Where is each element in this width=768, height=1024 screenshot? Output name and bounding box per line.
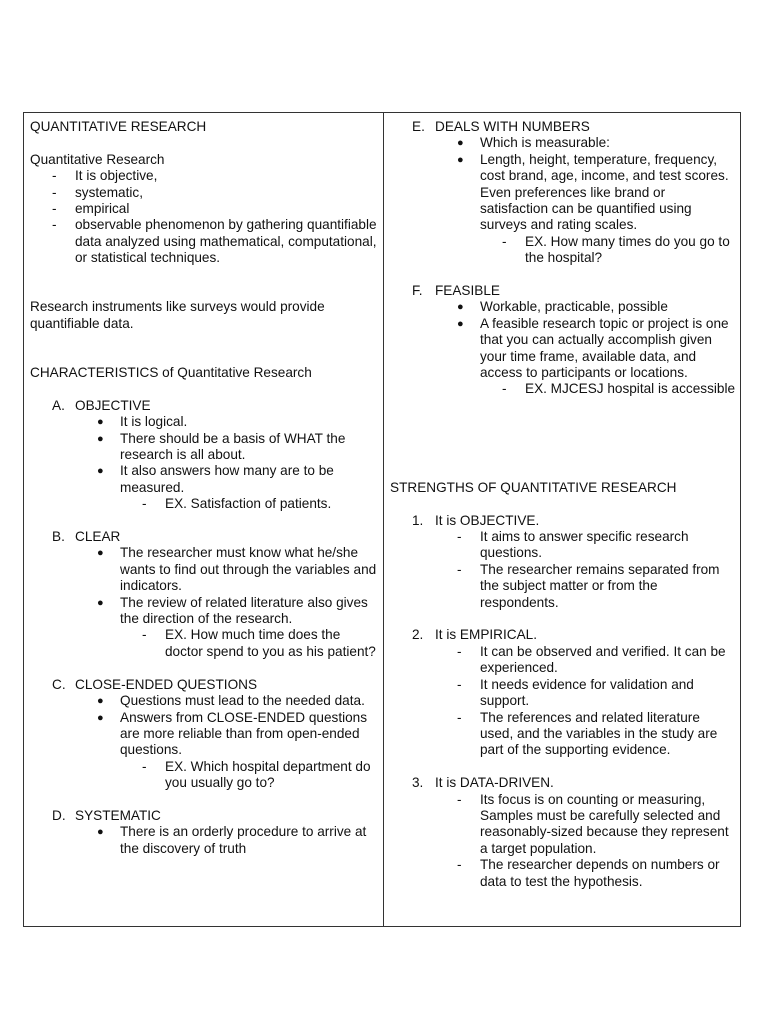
list-item: ● Workable, practicable, possible xyxy=(457,299,668,315)
example-list xyxy=(390,381,736,397)
example-list xyxy=(30,496,380,512)
list-item: ● Which is measurable: xyxy=(457,135,610,151)
strength-heading: 1. It is OBJECTIVE. xyxy=(412,512,540,528)
strength-points xyxy=(390,644,736,759)
left-column xyxy=(30,119,380,857)
bullet-list xyxy=(390,135,736,233)
section-heading: B. CLEAR xyxy=(52,529,121,545)
section-heading: E. DEALS WITH NUMBERS xyxy=(412,119,590,134)
example-list xyxy=(30,627,380,660)
strength-heading: 3. It is DATA-DRIVEN. xyxy=(412,775,554,791)
bullet-list xyxy=(30,824,380,857)
list-item: - It is objective, xyxy=(52,168,158,184)
list-item: - observable phenomenon by gathering quantifiable data analyzed using mathematical, computational, or statistical techniques. xyxy=(52,217,377,266)
section-heading: C. CLOSE-ENDED QUESTIONS xyxy=(52,676,258,692)
characteristics-heading: CHARACTERISTICS of Quantitative Research xyxy=(30,365,312,381)
example-list xyxy=(390,234,736,267)
instruments-text: Research instruments like surveys would provide quantifiable data. xyxy=(30,299,325,331)
list-item: - EX. How many times do you go to the hospital? xyxy=(502,233,730,266)
list-item: ● It is logical. xyxy=(97,414,188,430)
list-item: ● The review of related literature also gives the direction of the research. xyxy=(97,594,368,627)
list-item: - It needs evidence for validation and support. xyxy=(457,676,694,709)
example-list xyxy=(30,759,380,792)
bullet-list xyxy=(30,693,380,759)
section-heading: D. SYSTEMATIC xyxy=(52,807,161,823)
list-item: ● It also answers how many are to be measured. xyxy=(97,463,334,495)
right-column xyxy=(390,119,736,890)
list-item: ● Questions must lead to the needed data. xyxy=(97,693,365,709)
list-item: ● There should be a basis of WHAT the research is all about. xyxy=(97,430,346,463)
list-item: ● There is an orderly procedure to arrive at the discovery of truth xyxy=(97,824,367,856)
list-item: - Its focus is on counting or measuring, Samples must be carefully selected and reasonably-sized because they represent a target population. xyxy=(457,791,729,856)
list-item: - It aims to answer specific research questions. xyxy=(457,529,689,561)
list-item: - EX. Satisfaction of patients. xyxy=(142,496,332,512)
list-item: - The researcher remains separated from the subject matter or from the respondents. xyxy=(457,561,720,610)
strength-heading: 2. It is EMPIRICAL. xyxy=(412,627,537,643)
section-heading: A. OBJECTIVE xyxy=(52,397,151,413)
definition-list xyxy=(30,168,380,266)
list-item: ● The researcher must know what he/she wants to find out through the variables and indicators. xyxy=(97,545,377,594)
bullet-list xyxy=(30,414,380,496)
list-item: - The references and related literature used, and the variables in the study are part of the supporting evidence. xyxy=(457,709,718,758)
list-item: ● A feasible research topic or project is one that you can actually accomplish given your time frame, available data, and access to participants or locations. xyxy=(457,315,729,381)
list-item: ● Answers from CLOSE-ENDED questions are more reliable than from open-ended questions. xyxy=(97,709,368,758)
strength-points xyxy=(390,792,736,890)
bullet-list xyxy=(30,545,380,627)
page-heading: QUANTITATIVE RESEARCH xyxy=(30,119,207,134)
list-item: - EX. How much time does the doctor spend to you as his patient? xyxy=(142,627,376,659)
list-item: - systematic, xyxy=(52,184,143,200)
strengths-heading: STRENGTHS OF QUANTITATIVE RESEARCH xyxy=(390,479,677,495)
list-item: - empirical xyxy=(52,201,130,217)
strength-points xyxy=(390,529,736,611)
list-item: ● Length, height, temperature, frequency, cost brand, age, income, and test scores. Even preferences like brand or satisfaction can be quantified using surveys and rating scales. xyxy=(457,151,729,233)
list-item: - The researcher depends on numbers or data to test the hypothesis. xyxy=(457,857,720,889)
definition-heading: Quantitative Research xyxy=(30,151,165,167)
column-divider xyxy=(383,112,384,927)
bullet-list xyxy=(390,299,736,381)
list-item: - It can be observed and verified. It can be experienced. xyxy=(457,643,726,676)
list-item: - EX. MJCESJ hospital is accessible xyxy=(502,381,736,397)
section-heading: F. FEASIBLE xyxy=(412,283,500,299)
list-item: - EX. Which hospital department do you usually go to? xyxy=(142,758,371,791)
